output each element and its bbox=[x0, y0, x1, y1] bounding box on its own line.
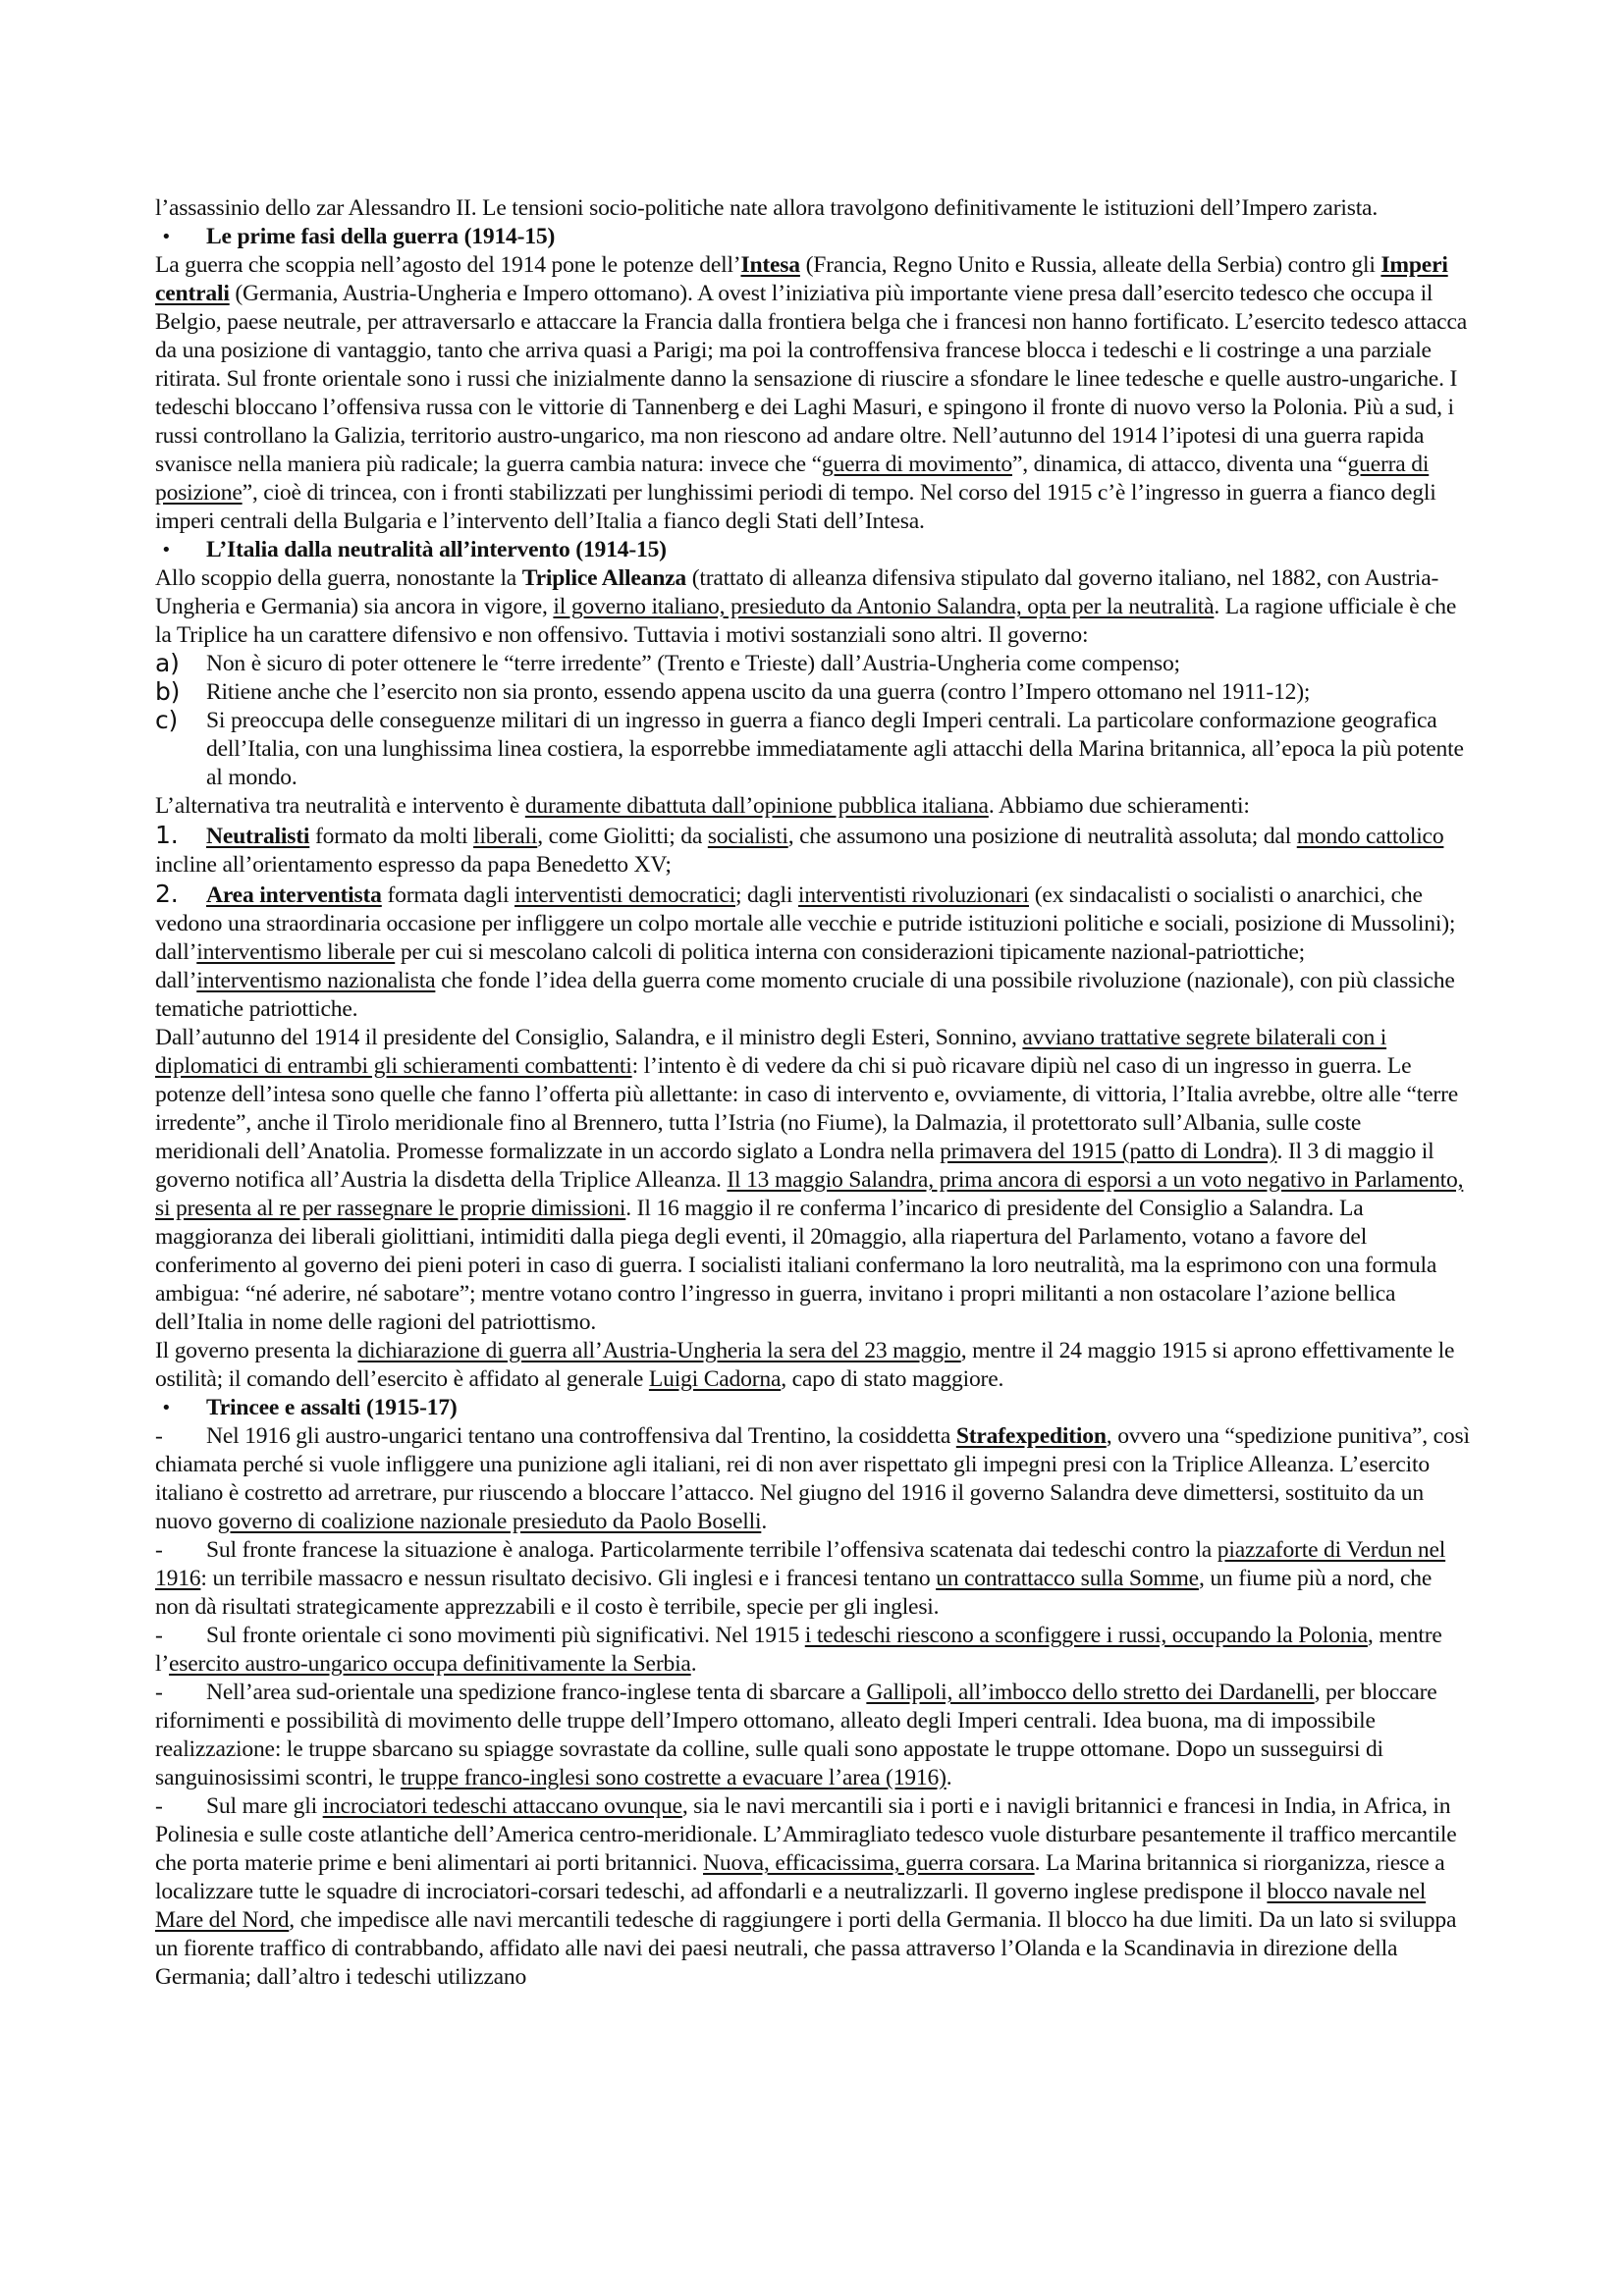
term-imperi-centrali: Imperi centrali bbox=[155, 252, 1448, 306]
list-item-b: b) Ritiene anche che l’esercito non sia pronto, essendo appena uscito da una guerra (contro l’Impero ottomano nel 1911-12); bbox=[155, 677, 1311, 706]
bullet-icon: • bbox=[161, 540, 172, 561]
list-item-a: a) Non è sicuro di poter ottenere le “terre irredente” (Trento e Trieste) dall’Austria-Ungheria come compenso; bbox=[155, 649, 1180, 677]
dash-item-fronte-orientale: - Sul fronte orientale ci sono movimenti più significativi. Nel 1915 i tedeschi riescono a sconfiggere i russi, occupando la Polonia, mentre l’esercito austro-ungarico occupa definitivamente la Serbia. bbox=[155, 1623, 1442, 1677]
bullet-icon: • bbox=[161, 1398, 172, 1418]
dash-item-gallipoli: - Nell’area sud-orientale una spedizione franco-inglese tenta di sbarcare a Gallipoli, all’imbocco dello stretto dei Dardanelli, per bloccare rifornimenti e possibilità di movimento delle truppe dell’Impero ottomano, alleato degli Imperi centrali. Idea buona, ma di impossibile realizzazione: le truppe sbarcano su spiagge sovrastate da colline, sulle quali sono appostate le truppe ottomane. Dopo un susseguirsi di sanguinosissimi scontri, le truppe franco-inglesi sono costrette a evacuare l’area (1916). bbox=[155, 1680, 1437, 1790]
dash-item-strafexpedition: - Nel 1916 gli austro-ungarici tentano una controffensiva dal Trentino, la cosiddetta Strafexpedition, ovvero una “spedizione punitiva”, così chiamata perché si vuole infliggere una punizione agli italiani, rei di non aver rispettato gli impegni presi con la Triplice Alleanza. L’esercito italiano è costretto ad arretrare, pur riuscendo a bloccare l’attacco. Nel giugno del 1916 il governo Salandra deve dimettersi, sostituito da un nuovo governo di coalizione nazionale presieduto da Paolo Boselli. bbox=[155, 1423, 1470, 1534]
numbered-item-1: 1. Neutralisti formato da molti liberali, come Giolitti; da socialisti, che assumono una posizione di neutralità assoluta; dal mondo cattolico incline all’orientamento espresso da papa Benedetto XV; bbox=[155, 821, 1444, 878]
section-heading-1: • Le prime fasi della guerra (1914-15) bbox=[161, 224, 556, 249]
term-triplice-alleanza: Triplice Alleanza bbox=[521, 565, 686, 591]
section-heading-2: • L’Italia dalla neutralità all’intervento (1914-15) bbox=[161, 537, 667, 562]
term-intesa: Intesa bbox=[740, 252, 800, 278]
term-guerra-posizione: guerra di posizione bbox=[155, 452, 1430, 506]
dash-item-mare: - Sul mare gli incrociatori tedeschi attaccano ovunque, sia le navi mercantili sia i porti e i navigli britannici e francesi in India, in Africa, in Polinesia e sulle coste atlantiche dell’America centro-meridionale. L’Ammiragliato tedesco vuole disturbare pesantemente il traffico mercantile che porta materie prime e beni alimentari ai porti britannici. Nuova, efficacissima, guerra corsara. La Marina britannica si riorganizza, riesce a localizzare tutte le squadre di incrociatori-corsari tedeschi, ad affondarli e a neutralizzarli. Il governo inglese predispone il blocco navale nel Mare del Nord, che impedisce alle navi mercantili tedesche di raggiungere i porti della Germania. Il blocco ha due limiti. Da un lato si sviluppa un fiorente traffico di contrabbando, affidato alle navi dei paesi neutrali, che passa attraverso l’Olanda e la Scandinavia in direzione della Germania; dall’altro i tedeschi utilizzano bbox=[155, 1793, 1457, 1990]
paragraph-neutralita: Allo scoppio della guerra, nonostante la Triplice Alleanza (trattato di alleanza difensiva stipulato dal governo italiano, nel 1882, con Austria-Ungheria e Germania) sia ancora in vigore, il governo italiano, presieduto da Antonio Salandra, opta per la neutralità. La ragione ufficiale è che la Triplice ha un carattere difensivo e non offensivo. Tuttavia i motivi sostanziali sono altri. Il governo: bbox=[155, 565, 1457, 648]
document-page bbox=[155, 194, 1471, 1992]
paragraph-alternativa: L’alternativa tra neutralità e intervento è duramente dibattuta dall’opinione pubblica italiana. Abbiamo due schieramenti: bbox=[155, 793, 1250, 819]
dash-item-fronte-francese: - Sul fronte francese la situazione è analoga. Particolarmente terribile l’offensiva scatenata dai tedeschi contro la piazzaforte di Verdun nel 1916: un terribile massacro e nessun risultato decisivo. Gli inglesi e i francesi tentano un contrattacco sulla Somme, un fiume più a nord, che non dà risultati strategicamente apprezzabili e il costo è terribile, specie per gli inglesi. bbox=[155, 1537, 1446, 1620]
term-guerra-movimento: guerra di movimento bbox=[821, 452, 1012, 477]
list-item-c: c) Si preoccupa delle conseguenze militari di un ingresso in guerra a fianco degli Imperi centrali. La particolare conformazione geografica dell’Italia, con una lunghissima linea costiera, la esporrebbe immediatamente agli attacchi della Marina britannica, all’epoca la più potente al mondo. bbox=[155, 706, 1464, 790]
paragraph-dichiarazione: Il governo presenta la dichiarazione di guerra all’Austria-Ungheria la sera del 23 maggio, mentre il 24 maggio 1915 si aprono effettivamente le ostilità; il comando dell’esercito è affidato al generale Luigi Cadorna, capo di stato maggiore. bbox=[155, 1338, 1455, 1392]
numbered-item-2: 2. Area interventista formata dagli interventisti democratici; dagli interventisti rivoluzionari (ex sindacalisti o socialisti o anarchici, che vedono una straordinaria occasione per infliggere un colpo mortale alle vecchie e putride istituzioni politiche e sociali, posizione di Mussolini); dall’interventismo liberale per cui si mescolano calcoli di politica interna con considerazioni tipicamente nazional-patriottiche; dall’interventismo nazionalista che fonde l’idea della guerra come momento cruciale di una possibile rivoluzione (nazionale), con più classiche tematiche patriottiche. bbox=[155, 880, 1456, 1022]
bullet-icon: • bbox=[161, 227, 172, 247]
paragraph-intro: l’assassinio dello zar Alessandro II. Le tensioni socio-politiche nate allora travolgono definitivamente le istituzioni dell’Impero zarista. bbox=[155, 195, 1379, 221]
paragraph-prime-fasi: La guerra che scoppia nell’agosto del 1914 pone le potenze dell’Intesa (Francia, Regno Unito e Russia, alleate della Serbia) contro gli Imperi centrali (Germania, Austria-Ungheria e Impero ottomano). A ovest l’iniziativa più importante viene presa dall’esercito tedesco che occupa il Belgio, paese neutrale, per attraversarlo e attaccare la Francia dalla frontiera belga che i francesi non hanno fortificato. L’esercito tedesco attacca da una posizione di vantaggio, tanto che arriva quasi a Parigi; ma poi la controffensiva francese blocca i tedeschi e li costringe a una parziale ritirata. Sul fronte orientale sono i russi che inizialmente danno la sensazione di riuscire a sfondare le linee tedesche e quelle austro-ungariche. I tedeschi bloccano l’offensiva russa con le vittorie di Tannenberg e dei Laghi Masuri, e spingono il fronte di nuovo verso la Polonia. Più a sud, i russi controllano la Galizia, territorio austro-ungarico, ma non riescono ad andare oltre. Nell’autunno del 1914 l’ipotesi di una guerra rapida svanisce nella maniera più radicale; la guerra cambia natura: invece che “guerra di movimento”, dinamica, di attacco, diventa una “guerra di posizione”, cioè di trincea, con i fronti stabilizzati per lunghissimi periodi di tempo. Nel corso del 1915 c’è l’ingresso in guerra a fianco degli imperi centrali della Bulgaria e l’intervento dell’Italia a fianco degli Stati dell’Intesa. bbox=[155, 252, 1468, 534]
section-heading-3: • Trincee e assalti (1915-17) bbox=[161, 1395, 458, 1420]
paragraph-trattative: Dall’autunno del 1914 il presidente del Consiglio, Salandra, e il ministro degli Esteri, Sonnino, avviano trattative segrete bilaterali con i diplomatici di entrambi gli schieramenti combattenti: l’intento è di vedere da chi si può ricavare dipiù nel caso di un ingresso in guerra. Le potenze dell’intesa sono quelle che fanno l’offerta più allettante: in caso di intervento e, ovviamente, di vittoria, l’Italia avrebbe, oltre alle “terre irredente”, anche il Tirolo meridionale fino al Brennero, tutta l’Istria (no Fiume), la Dalmazia, il protettorato sull’Albania, sulle coste meridionali dell’Anatolia. Promesse formalizzate in un accordo siglato a Londra nella primavera del 1915 (patto di Londra). Il 3 di maggio il governo notifica all’Austria la disdetta della Triplice Alleanza. Il 13 maggio Salandra, prima ancora di esporsi a un voto negativo in Parlamento, si presenta al re per rassegnare le proprie dimissioni. Il 16 maggio il re conferma l’incarico di presidente del Consiglio a Salandra. La maggioranza dei liberali giolittiani, intimiditi dalla piega degli eventi, il 20maggio, alla riapertura del Parlamento, votano a favore del conferimento al governo dei pieni poteri in caso di guerra. I socialisti italiani confermano la loro neutralità, ma la esprimono con una formula ambigua: “né aderire, né sabotare”; mentre votano contro l’ingresso in guerra, invitano i propri militanti a non ostacolare l’azione bellica dell’Italia in nome delle ragioni del patriottismo. bbox=[155, 1025, 1464, 1335]
